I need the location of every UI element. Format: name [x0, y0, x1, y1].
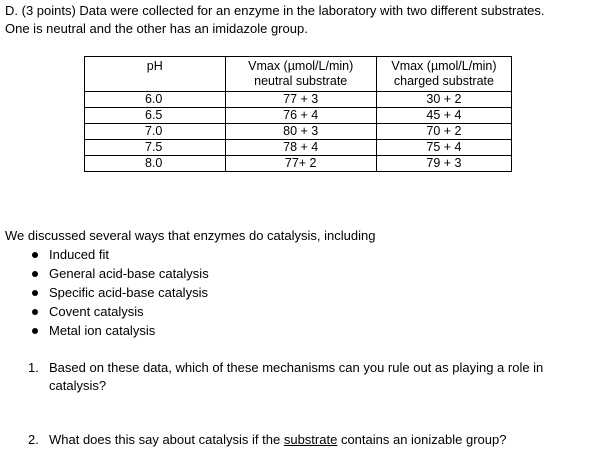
table-row	[85, 92, 512, 108]
header-charged-line1: Vmax (µmol/L/min)	[391, 59, 497, 73]
table-row	[85, 108, 512, 124]
question-1-text: Based on these data, which of these mechanisms can you rule out as playing a role in catalysis?	[49, 360, 544, 393]
header-charged-line2: charged substrate	[393, 74, 494, 88]
table-row	[85, 156, 512, 172]
header-neutral-vmax	[225, 57, 376, 92]
question-2-text-after: contains an ionizable group?	[337, 432, 507, 447]
list-item-label: General acid-base catalysis	[49, 266, 209, 281]
cell-charged: 70 + 2	[376, 124, 511, 140]
bullet-icon	[32, 290, 38, 296]
header-charged-vmax	[376, 57, 511, 92]
question-1-number: 1.	[28, 360, 39, 375]
intro-line-1: D. (3 points) Data were collected for an enzyme in the laboratory with two different substrates.	[5, 3, 545, 18]
vmax-data-table	[84, 56, 512, 172]
cell-neutral: 80 + 3	[225, 124, 376, 140]
bullet-icon	[32, 328, 38, 334]
catalysis-mechanisms-section	[5, 227, 585, 341]
mechanisms-list	[5, 246, 585, 341]
intro-line-2: One is neutral and the other has an imidazole group.	[5, 21, 308, 36]
cell-neutral: 77+ 2	[225, 156, 376, 172]
question-2-number: 2.	[28, 432, 39, 447]
mechanisms-lead-text: We discussed several ways that enzymes do catalysis, including	[5, 228, 376, 243]
problem-intro	[5, 2, 585, 38]
table-row	[85, 124, 512, 140]
table-header-row	[85, 57, 512, 92]
list-item-label: Induced fit	[49, 247, 109, 262]
bullet-icon	[32, 271, 38, 277]
question-2-underlined-word: substrate	[283, 432, 338, 447]
question-1	[28, 359, 578, 395]
cell-ph: 7.0	[85, 124, 226, 140]
header-ph: pH	[85, 57, 226, 92]
cell-ph: 7.5	[85, 140, 226, 156]
cell-neutral: 76 + 4	[225, 108, 376, 124]
question-2-text-before: What does this say about catalysis if the	[49, 432, 284, 447]
header-neutral-line2: neutral substrate	[254, 74, 348, 88]
list-item	[5, 265, 585, 284]
header-neutral-line1: Vmax (µmol/L/min)	[248, 59, 354, 73]
question-2-text	[28, 431, 578, 448]
list-item-label: Metal ion catalysis	[49, 323, 156, 338]
cell-ph: 6.0	[85, 92, 226, 108]
cell-neutral: 77 + 3	[225, 92, 376, 108]
bullet-icon	[32, 252, 38, 258]
cell-charged: 30 + 2	[376, 92, 511, 108]
list-item-label: Specific acid-base catalysis	[49, 285, 208, 300]
cell-ph: 6.5	[85, 108, 226, 124]
bullet-icon	[32, 309, 38, 315]
cell-neutral: 78 + 4	[225, 140, 376, 156]
question-2	[28, 431, 578, 448]
list-item	[5, 246, 585, 265]
list-item	[5, 284, 585, 303]
list-item-label: Covent catalysis	[49, 304, 144, 319]
list-item	[5, 303, 585, 322]
cell-charged: 79 + 3	[376, 156, 511, 172]
list-item	[5, 322, 585, 341]
cell-charged: 75 + 4	[376, 140, 511, 156]
table-row	[85, 140, 512, 156]
cell-ph: 8.0	[85, 156, 226, 172]
cell-charged: 45 + 4	[376, 108, 511, 124]
